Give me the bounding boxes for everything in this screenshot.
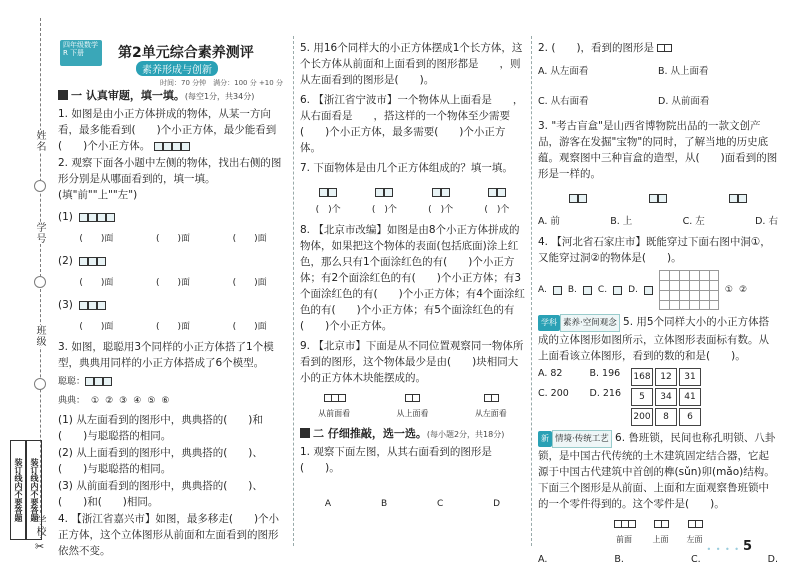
s2q5-body: 5. 用5个同样大小的小正方体搭成的立体图形如图所示，立体图形表面标有数。从上面看该立体图形，看到的数的和是( )。 [538,316,770,362]
option-b[interactable]: B. [614,554,624,565]
column-3 [538,40,778,568]
model-label: ③ [119,396,128,406]
section-2-heading [300,426,525,443]
hole-label: ① [724,285,733,295]
q2-row-num: (1) [58,211,73,223]
cube-number: 12 [655,368,677,386]
option-a[interactable]: A. [538,554,548,565]
cube-stack-icon [154,138,190,154]
q1-body: 1. 如图是由小正方体拼成的物体，从某一方向看，最多能看到( )个小正方体，最少能看到( )个小正方体。 [58,108,277,152]
option-c[interactable]: C [436,499,444,509]
blind-box-icon [649,190,667,206]
q9-views [300,390,525,422]
option-c[interactable]: C. [690,554,701,565]
view-label: 前面 [616,535,632,544]
cube-number: 31 [679,368,701,386]
option-a[interactable]: A. 82 [538,368,563,379]
cube-number: 200 [631,408,653,426]
s2q1-text: 1. 观察下面左图，从其右面看到的图形是( )。 [300,446,492,474]
option-c[interactable]: C. [597,285,608,295]
page-subtitle: 素养形成与创新 [136,61,218,76]
column-divider [531,36,532,546]
blind-box-icon [569,190,587,206]
section-1-heading [58,88,288,105]
section-2-note: (每小题2分，共18分) [426,430,505,439]
model-label: ② [105,396,114,406]
scissor-icon: ✂ [35,540,45,553]
binding-strip [0,0,56,569]
page-title: 第2单元综合素养测评 [118,45,254,61]
view-label: 从左面看 [474,409,507,418]
cube-shape-icon [79,297,106,313]
q2-row-answers [58,319,288,335]
cube-number: 34 [655,388,677,406]
cube-shape-icon [375,184,393,200]
page-dots: • • • • [706,545,740,554]
s2q3-boxes [538,190,778,206]
answer-blank[interactable]: ( )个 [315,205,341,215]
option-b[interactable]: B [380,499,388,509]
s2q4-figures [538,270,778,310]
answer-blank[interactable]: ( )个 [371,205,397,215]
s2q5-text [538,314,778,364]
view-label: 从上面看 [396,409,429,418]
model-label: ⑥ [161,396,170,406]
s2q3-options [538,214,778,230]
q5-text: 5. 用16个同样大的小正方体摆成1个长方体，这个长方体从前面和上面看到的图形都是 ，则从左面看到的图形是( )。 [300,42,523,86]
q9-text: 9. 【北京市】下面是从不同位置观察同一物体所看到的图形，这个物体最少是由( )块相同大小的正方体木块能摆成的。 [300,340,524,384]
q3-sub3: (3) 从前面看到的图形中，典典搭的( )、( )和( )相同。 [58,480,263,508]
s2q2-text [538,40,778,56]
option-a[interactable]: A. 从左面看 [538,66,589,77]
option-b[interactable]: B. 上 [610,216,633,227]
cube-number: 8 [655,408,677,426]
q3-sub2: (2) 从上面看到的图形中，典典搭的( )、( )与聪聪搭的相同。 [58,447,263,475]
column-divider [293,36,294,546]
answer-blank[interactable]: ( )面 [232,278,267,288]
s2q6-body: 6. 鲁班锁，民间也称孔明锁、八卦锁，是中国古代传统的土木建筑固定结合器，它起源于中国古代建筑中首创的榫(sǔn)卯(mǎo)结构。下面三个图形是从前面、上面和左面观察鲁班锁中的一个零件得到的。这个零件是( )。 [538,432,776,510]
section-1-note: (每空1分，共34分) [184,92,255,101]
q2-row-num: (3) [58,299,73,311]
view-label: 左面 [686,535,703,544]
literacy-tag: 素养·空间观念 [560,314,620,332]
time-score: 时间：70 分钟 满分：100 分 +10 分 [160,79,283,87]
cube-number: 168 [631,368,653,386]
s2q1-options [300,496,525,512]
answer-blank[interactable]: ( )面 [79,278,114,288]
view-front [614,516,635,548]
dian-label: 典典： [58,396,86,406]
option-d[interactable]: D. [767,554,778,565]
hole-label: ② [738,285,748,295]
option-d[interactable]: D. 右 [755,216,778,227]
school-label: 学校 [31,515,47,537]
cube-shape-icon [319,184,337,200]
q2-row [58,297,288,313]
answer-blank[interactable]: ( )个 [428,205,454,215]
s2q5-area [538,366,778,428]
binding-hole [34,276,46,288]
option-d[interactable]: D. 216 [589,388,621,399]
q3-sub1: (1) 从左面看到的图形中，典典搭的( )和( )与聪聪搭的相同。 [58,414,263,442]
q4-text [58,511,288,559]
hole-grid [659,270,719,310]
answer-blank[interactable]: ( )面 [155,322,190,332]
binding-hole [34,378,46,390]
column-2 [300,40,525,512]
q7-figures [300,184,525,200]
new-badge: 新 [538,431,552,447]
binding-hole [34,180,46,192]
s2q5-options [538,366,621,402]
model-label: ① [91,396,100,406]
view-front [318,390,350,422]
cube-number: 41 [679,388,701,406]
cube-number: 6 [679,408,701,426]
page-number: 5 [742,539,752,554]
subject-badge: 学科 [538,315,560,331]
view-label: 上面 [652,535,669,544]
class-label: 班级 [31,325,47,347]
option-d[interactable]: D [493,499,501,509]
cube-number: 5 [631,388,653,406]
answer-blank[interactable]: ( )个 [484,205,510,215]
answer-blank[interactable]: ( )面 [79,322,114,332]
option-d[interactable]: D. 从前面看 [658,96,710,107]
section-marker-icon [300,428,310,438]
option-a[interactable]: A [324,499,332,509]
q2-row-num: (2) [58,255,73,267]
answer-blank[interactable]: ( )面 [155,234,190,244]
cong-label: 聪聪： [58,377,86,387]
s2q6-text [538,430,778,512]
section-2-title: 二 仔细推敲，选一选。 [313,427,427,440]
option-a[interactable]: A. 前 [538,216,560,227]
cube-shape-icon [79,253,106,269]
q1-text [58,106,288,154]
id-label: 学号 [31,222,47,244]
q8-text: 8. 【北京市改编】如图是由8个小正方体拼成的物体，如果把这个物体的表面(包括底面)涂上红色，那么只有1个面涂红色的有( )个小正方体；有2个面涂红色的有( )个小正方体；有3个面涂红色的有( )个小正方体；有4个面涂红色的有( )个小正方体；有5个面涂红色的有( )个小正方体。 [300,224,525,332]
view-label: 从前面看 [318,409,351,418]
option-b[interactable]: B. [567,285,577,295]
q7-text: 7. 下面物体是由几个正方体组成的？填一填。 [300,162,513,174]
s2q3-text: 3. "考古盲盒"是山西省博物院出品的一款文创产品，游客在发掘"宝物"的同时，了解当地的历史底蕴。观察图中三种盲盒的造型，从( )面看到的图形是一样的。 [538,120,778,180]
q2-row [58,253,288,269]
q3-models [58,374,288,409]
answer-blank[interactable]: ( )面 [155,278,190,288]
model-label: ⑤ [147,396,156,406]
view-left [687,516,703,548]
option-d[interactable]: D. [628,285,638,295]
blind-box-icon [729,190,747,206]
grade-logo: 四年级数学 R 下册 [60,40,102,66]
no-answer-stamp: 装订线内不要答题 [10,440,26,540]
q6-text: 6. 【浙江省宁波市】一个物体从上面看是 ，从右面看是 ，搭这样的一个物体至少需要( )个小正方体，最多需要( )个小正方体。 [300,94,524,154]
q7-answers [300,202,525,218]
option-b[interactable]: B. 从上面看 [658,66,709,77]
option-c[interactable]: C. 从右面看 [538,96,589,107]
cube-shape-icon [432,184,450,200]
option-c[interactable]: C. 200 [538,388,569,399]
q2-row-answers [58,275,288,291]
no-answer-stamp: 装订线内不要答题 [26,440,42,540]
option-a[interactable]: A. [538,285,547,295]
cube-shape-icon [79,209,115,225]
s2q2-body: 2. ( )，看到的图形是 [538,42,655,54]
column-1 [58,88,288,560]
option-c[interactable]: C. 左 [682,216,705,227]
view-left [475,390,507,422]
view-top [396,390,428,422]
context-tag: 情境·传统工艺 [552,430,612,448]
q2-row [58,209,288,225]
q2-text: 2. 观察下面各小题中左侧的物体，找出右侧的图形分别是从哪面看到的，填一填。(填"前""上""左") [58,157,282,201]
q4-body: 4. 【浙江省嘉兴市】如图，最多移走( )个小正方体，这个立体图形从前面和左面看到的图形依然不变。 [58,513,280,557]
q2-row-answers [58,231,288,247]
s2q6-options [538,552,778,568]
numbered-cube-figure [629,366,703,428]
section-1-title: 一 认真审题，填一填。 [71,89,185,102]
s2q4-text: 4. 【河北省石家庄市】既能穿过下面右图中洞①，又能穿过洞②的物体是( )。 [538,236,771,264]
answer-blank[interactable]: ( )面 [232,322,267,332]
name-label: 姓名 [31,130,47,152]
option-b[interactable]: B. 196 [589,368,621,379]
view-top [653,516,669,548]
cube-shape-icon [488,184,506,200]
q3-text: 3. 如图，聪聪用3个同样的小正方体搭了1个模型，典典用同样的小正方体搭成了6个模型。 [58,341,274,369]
answer-blank[interactable]: ( )面 [232,234,267,244]
section-marker-icon [58,90,68,100]
answer-blank[interactable]: ( )面 [79,234,114,244]
model-label: ④ [133,396,142,406]
s2q2-options [538,64,778,110]
